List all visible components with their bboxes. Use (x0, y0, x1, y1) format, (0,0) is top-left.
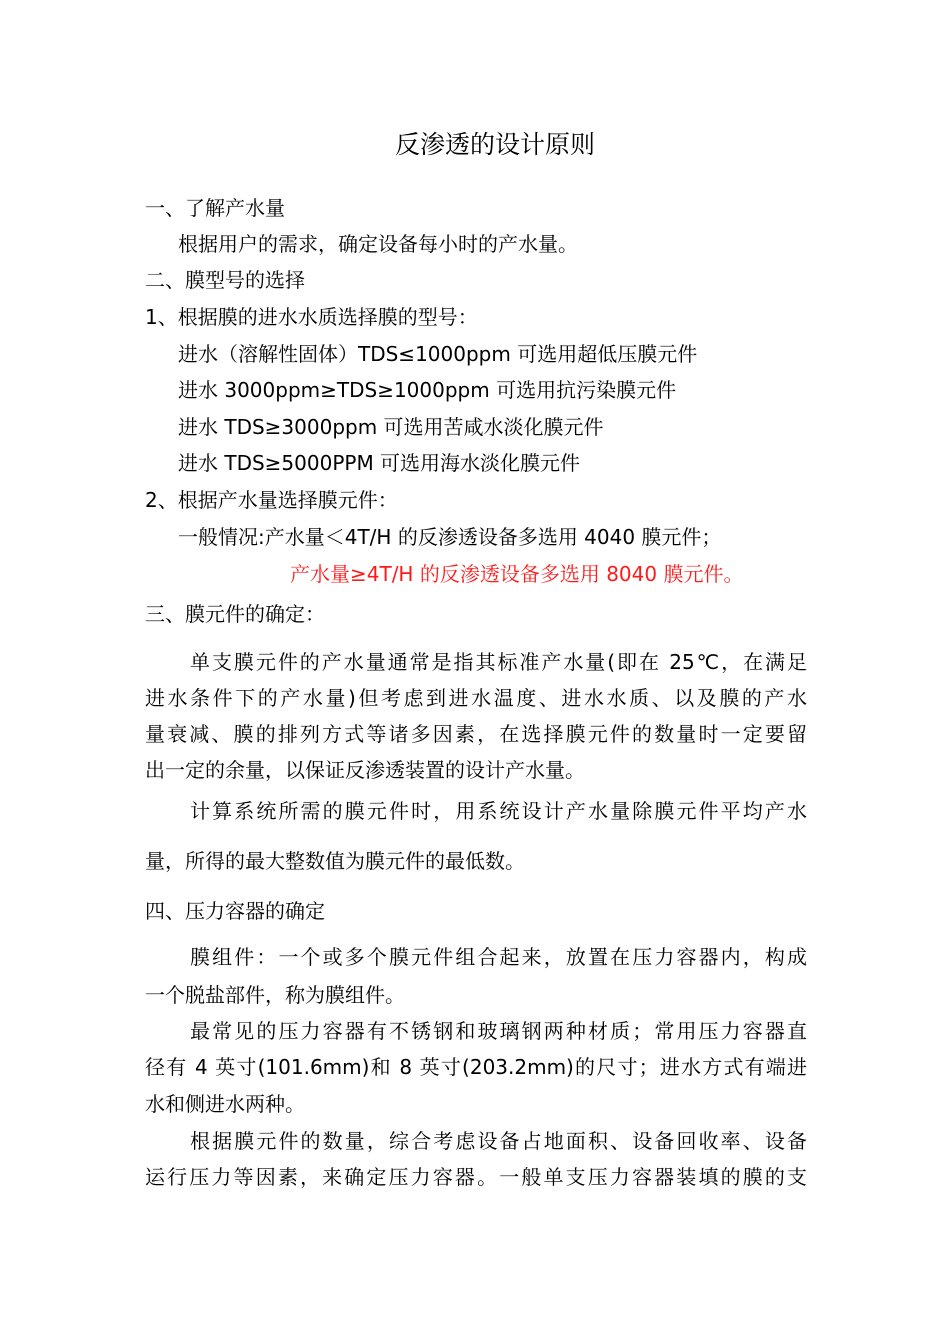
paragraph-line: 膜组件：一个或多个膜元件组合起来，放置在压力容器内，构成 (190, 945, 807, 969)
heading-3: 三、膜元件的确定： (145, 602, 325, 626)
heading-4: 四、压力容器的确定 (145, 899, 325, 923)
heading-1: 一、了解产水量 (145, 196, 285, 220)
heading-2: 二、膜型号的选择 (145, 268, 305, 292)
list-item: 进水 TDS≥3000ppm 可选用苦咸水淡化膜元件 (178, 415, 604, 439)
paragraph-line: 出一定的余量，以保证反渗透装置的设计产水量。 (145, 758, 585, 782)
paragraph-line: 单支膜元件的产水量通常是指其标准产水量(即在 25℃，在满足 (190, 650, 807, 674)
paragraph-line: 根据膜元件的数量，综合考虑设备占地面积、设备回收率、设备 (190, 1129, 807, 1153)
paragraph-line: 运行压力等因素，来确定压力容器。一般单支压力容器装填的膜的支 (145, 1165, 807, 1189)
list-item: 进水（溶解性固体）TDS≤1000ppm 可选用超低压膜元件 (178, 342, 698, 366)
paragraph-line: 量，所得的最大整数值为膜元件的最低数。 (145, 849, 525, 873)
paragraph-line: 计算系统所需的膜元件时，用系统设计产水量除膜元件平均产水 (190, 799, 807, 823)
paragraph-line: 根据用户的需求，确定设备每小时的产水量。 (178, 232, 578, 256)
paragraph-line: 最常见的压力容器有不锈钢和玻璃钢两种材质；常用压力容器直 (190, 1019, 807, 1043)
list-item: 进水 TDS≥5000PPM 可选用海水淡化膜元件 (178, 451, 581, 475)
list-item: 一般情况:产水量＜4T/H 的反渗透设备多选用 4040 膜元件； (178, 525, 722, 549)
subheading-2-2: 2、根据产水量选择膜元件： (145, 488, 398, 512)
paragraph-line: 一个脱盐部件，称为膜组件。 (145, 983, 405, 1007)
document-title: 反渗透的设计原则 (394, 130, 595, 159)
paragraph-line: 进水条件下的产水量)但考虑到进水温度、进水水质、以及膜的产水 (145, 686, 807, 710)
paragraph-line: 径有 4 英寸(101.6mm)和 8 英寸(203.2mm)的尺寸；进水方式有端进 (145, 1055, 807, 1079)
paragraph-line: 水和侧进水两种。 (145, 1092, 305, 1116)
highlighted-line: 产水量≥4T/H 的反渗透设备多选用 8040 膜元件。 (290, 562, 744, 586)
paragraph-line: 量衰减、膜的排列方式等诸多因素，在选择膜元件的数量时一定要留 (145, 722, 807, 746)
subheading-2-1: 1、根据膜的进水水质选择膜的型号： (145, 305, 478, 329)
list-item: 进水 3000ppm≥TDS≥1000ppm 可选用抗污染膜元件 (178, 378, 677, 402)
